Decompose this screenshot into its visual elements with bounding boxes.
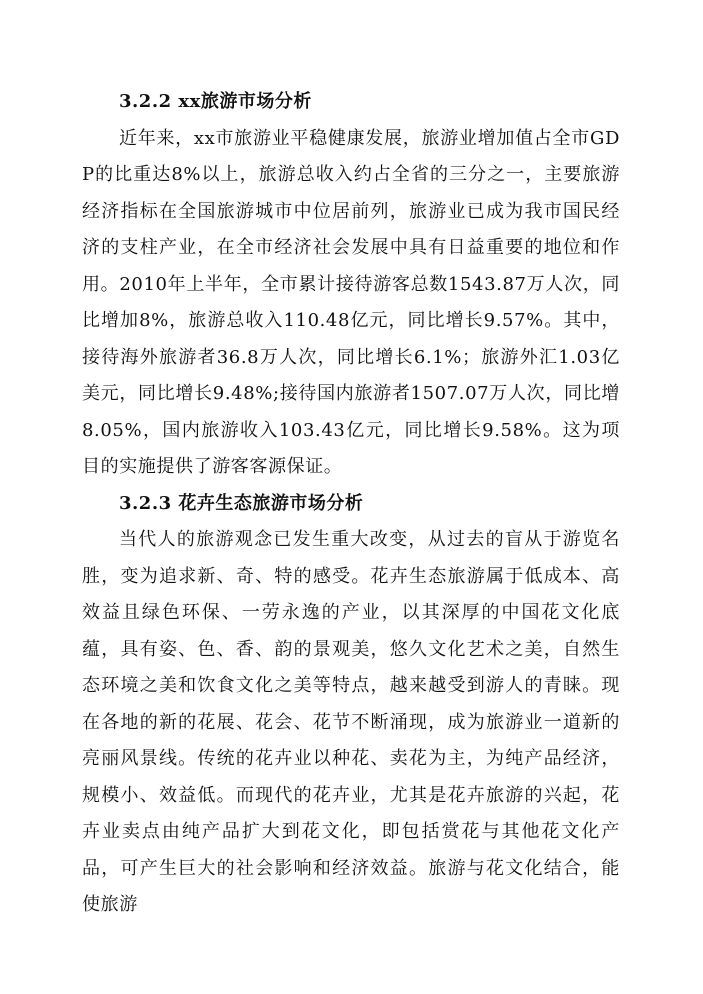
section-paragraph-flower-eco-tourism: 当代人的旅游观念已发生重大改变，从过去的盲从于游览名胜，变为追求新、奇、特的感受。花卉生态旅游属于低成本、高效益且绿色环保、一劳永逸的产业，以其深厚的中国花文化底蕴，具有姿、色、香、韵的景观美，悠久文化艺术之美，自然生态环境之美和饮食文化之美等特点，越来越受到游人的青睐。现在各地的新的花展、花会、花节不断涌现，成为旅游业一道新的亮丽风景线。传统的花卉业以种花、卖花为主，为纯产品经济，规模小、效益低。而现代的花卉业，尤其是花卉旅游的兴起，花卉业卖点由纯产品扩大到花文化，即包括赏花与其他花文化产品，可产生巨大的社会影响和经济效益。旅游与花文化结合，能使旅游 [82, 529, 620, 915]
section-heading-tourism-market: 3.2.2 xx旅游市场分析 [119, 91, 312, 112]
document-body [82, 84, 620, 924]
section-heading-flower-eco-tourism: 3.2.3 花卉生态旅游市场分析 [119, 492, 364, 514]
section-paragraph-tourism-market: 近年来，xx市旅游业平稳健康发展，旅游业增加值占全市GDP的比重达8%以上，旅游总收入约占全省的三分之一，主要旅游经济指标在全国旅游城市中位居前列，旅游业已成为我市国民经济的支柱产业，在全市经济社会发展中具有日益重要的地位和作用。2010年上半年，全市累计接待游客总数1543.87万人次，同比增加8%，旅游总收入110.48亿元，同比增长9.57%。其中，接待海外旅游者36.8万人次，同比增长6.1%；旅游外汇1.03亿美元，同比增长9.48%;接待国内旅游者1507.07万人次，同比增8.05%，国内旅游收入103.43亿元，同比增长9.58%。这为项目的实施提供了游客客源保证。 [82, 127, 620, 477]
